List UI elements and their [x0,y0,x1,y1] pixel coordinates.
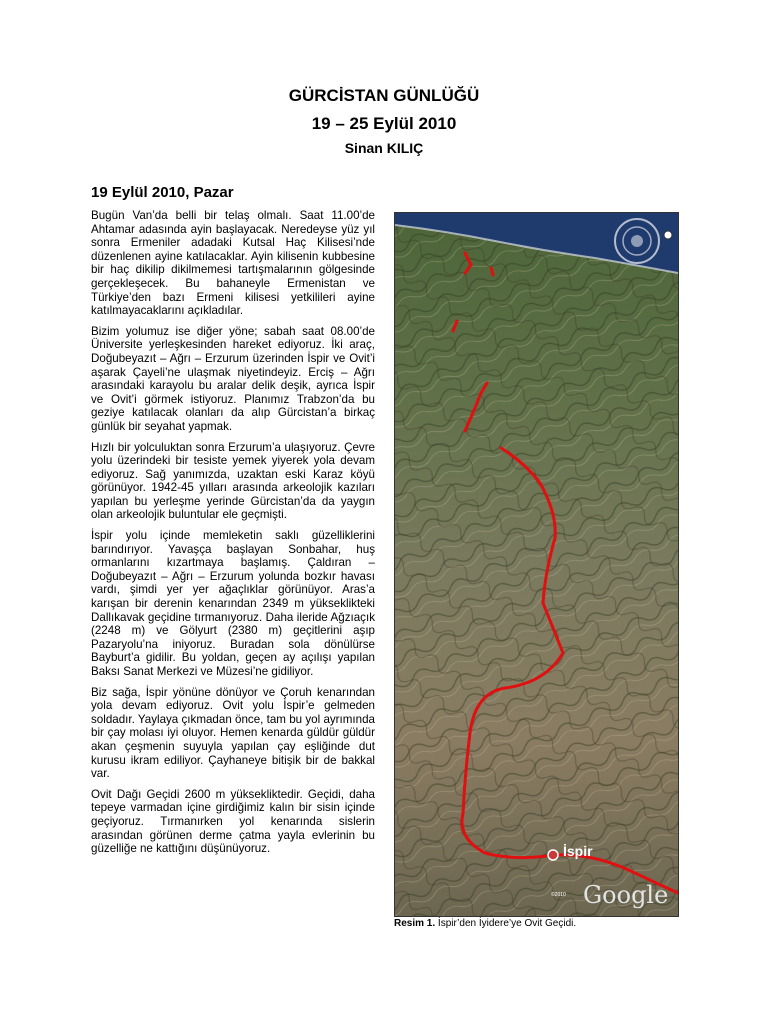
caption-text: İspir’den İyidere’ye Ovit Geçidi. [437,918,577,929]
document-dates: 19 – 25 Eylül 2010 [311,114,457,133]
paragraph: İspir yolu içinde memleketin saklı güzelliklerini barındırıyor. Yavaşça başlayan Sonbahar, huş ormanlarını kızartmaya başlamış. Çaldıran – Doğubeyazıt – Ağrı – Erzurum yolunda bozkır havası vardı, şimdi yer yer ağaçlıklar görünüyor. Aras’a karışan bir derenin kenarından 2349 m yükseklikteki Dallıkavak geçidine tırmanıyoruz. Daha ileride Ağzıaçık (2248 m) ve Gölyurt (2380 m) geçitlerini aşıp Pazaryolu’na iniyoruz. Buradan sola dönülürse Bayburt’a gidilir. Bu yoldan, geçen ay açılışı yapılan Baksı Sanat Merkezi ve Müzesi’ne gidiliyor. [91,529,375,678]
place-label: İspir [563,843,593,859]
figure-caption [394,918,576,929]
paragraph: Bugün Van’da belli bir telaş olmalı. Saat 11.00’de Ahtamar adasında ayin başlayacak. Neredeyse yüz yıl sonra Ermeniler adadaki Kutsal Haç Kilisesi’nde düzenlenen ayine katılacaklar. Ayin kilisenin kubbesine bir haç dikilip dikilmemesi tartışmalarının gölgesinde gerçekleşecek. Bu bahaneyle Ermenistan ve Türkiye’den bazı Ermeni kilisesi yetkilileri ayine katılmayacaklarını açıkladılar. [91,209,375,318]
body-text-column [91,209,375,863]
document-author: Sinan KILIÇ [344,140,424,156]
paragraph: Ovit Dağı Geçidi 2600 m yüksekliktedir. Geçidi, daha tepeye varmadan içine girdiğimiz kalın bir sisin içinde geçiyoruz. Tırmanırken yol kenarında sislerin arasından görünen derme çatma yayla evlerinin bu güzelliğe ne kattığını düşünüyoruz. [91,787,375,856]
google-logo: Google [583,881,669,909]
caption-label: Resim 1. [394,918,436,929]
paragraph: Biz sağa, İspir yönüne dönüyor ve Çoruh kenarından yola devam ediyoruz. Ovit yolu İspir’e gelmeden soldadır. Yaylaya çıkmadan önce, tam bu yol ayrımında bir çay molası iyi oluyor. Hemen kenarda güldür güldür akan çeşmenin suyuyla yapılan çay eşliğinde dut kurusu ikram ediliyor. Çayhaneye bitişik bir de bakkal var. [91,685,375,781]
copyright-label: ©2010 [551,892,566,898]
document-title: GÜRCİSTAN GÜNLÜĞÜ [288,86,480,105]
section-heading: 19 Eylül 2010, Pazar [91,184,234,201]
paragraph: Hızlı bir yolculuktan sonra Erzurum’a ulaşıyoruz. Çevre yolu üzerindeki bir tesiste yemek yiyerek yola devam ediyoruz. Sağ yanımızda, uzaktan eski Karaz köyü görünüyor. 1942-45 yılları arasında arkeolojik kazıları yapılan bu yerleşme yerinde Gürcistan’da da yaygın olan arkeolojik buluntular ele geçmişti. [91,440,375,522]
satellite-map-image [394,212,679,917]
paragraph: Bizim yolumuz ise diğer yöne; sabah saat 08.00’de Üniversite yerleşkesinden hareket ediyoruz. İki araç, Doğubeyazıt – Ağrı – Erzurum üzerinden İspir ve Ovit’i aşarak Çayeli’ne ulaşmak niyetindeyiz. Erciş – Ağrı arasındaki karayolu bu aralar delik deşik, ayrıca İspir ve Ovit’i görmek istiyoruz. Planımız Trabzon’da bu geziye katılacak olanları da alıp Gürcistan’a birkaç günlük bir seyahat yapmak. [91,324,375,433]
